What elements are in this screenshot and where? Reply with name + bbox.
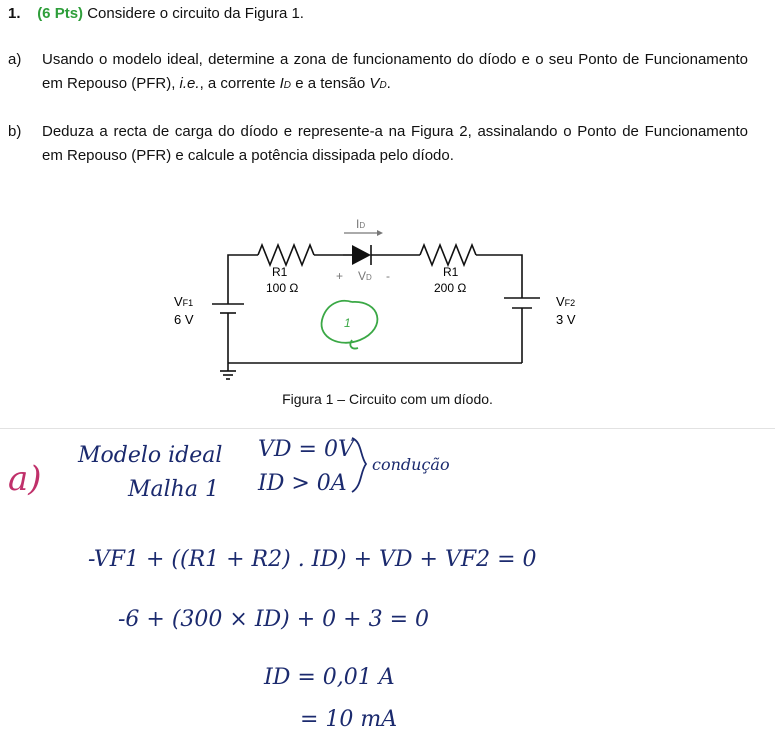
resistor-r2-symbol — [420, 245, 476, 265]
vd-plus: + — [336, 269, 344, 283]
vd-label: V — [358, 269, 367, 283]
svg-text:VF2: VF2 — [556, 294, 576, 309]
hand-brace — [352, 438, 366, 492]
vd-minus: - — [386, 269, 390, 283]
question-header — [8, 2, 304, 26]
circuit-diagram — [0, 200, 775, 390]
svg-text:ID: ID — [356, 217, 366, 231]
current-arrow — [344, 230, 383, 236]
vf2-label: V — [556, 294, 565, 309]
part-a-text: Usando o modelo ideal, determine a zona de funcionamento do díodo e o seu Ponto de Funcionamento em Repouso (PFR), i.e., a corrente ID e a tensão VD. — [42, 51, 748, 92]
vf2-value: 3 V — [556, 312, 576, 327]
hand-cond-vd: VD = 0V — [258, 437, 354, 462]
hand-eq2: -6 + (300 × ID) + 0 + 3 = 0 — [118, 607, 430, 632]
svg-text:VD: VD — [358, 269, 372, 283]
hand-part-label: a) — [8, 459, 42, 499]
vf1-label: V — [174, 294, 183, 309]
diode-symbol — [352, 245, 371, 265]
hand-eq4: = 10 mA — [300, 707, 398, 732]
svg-text:VF1: VF1 — [174, 294, 194, 309]
r2-name: R1 — [443, 265, 459, 279]
hand-mesh-label: Malha 1 — [128, 477, 219, 502]
question-number: 1. — [8, 5, 21, 22]
resistor-r1-symbol — [258, 245, 314, 265]
hand-cond-id: ID > 0A — [258, 471, 347, 496]
question-points: (6 Pts) — [37, 5, 84, 22]
hand-conducao: condução — [372, 455, 450, 474]
hand-eq3: ID = 0,01 A — [264, 665, 395, 690]
loop-number: 1 — [344, 316, 351, 330]
r1-value: 100 Ω — [266, 281, 299, 295]
handwritten-solution — [0, 420, 775, 736]
hand-model-title: Modelo ideal — [78, 443, 223, 468]
hand-eq1: -VF1 + ((R1 + R2) . ID) + VD + VF2 = 0 — [88, 547, 537, 572]
id-label: I — [356, 217, 360, 231]
part-b-text: Deduza a recta de carga do díodo e represente-a na Figura 2, assinalando o Ponto de Funcionamento em Repouso (PFR) e calcule a potência dissipada pelo díodo. — [42, 123, 748, 164]
question-title: Considere o circuito da Figura 1. — [87, 5, 304, 22]
vf1-value: 6 V — [174, 312, 194, 327]
r1-name: R1 — [272, 265, 288, 279]
part-b-label: b) — [8, 123, 22, 140]
part-a-label: a) — [8, 51, 22, 68]
figure-caption: Figura 1 – Circuito com um díodo. — [282, 391, 493, 407]
r2-value: 200 Ω — [434, 281, 467, 295]
